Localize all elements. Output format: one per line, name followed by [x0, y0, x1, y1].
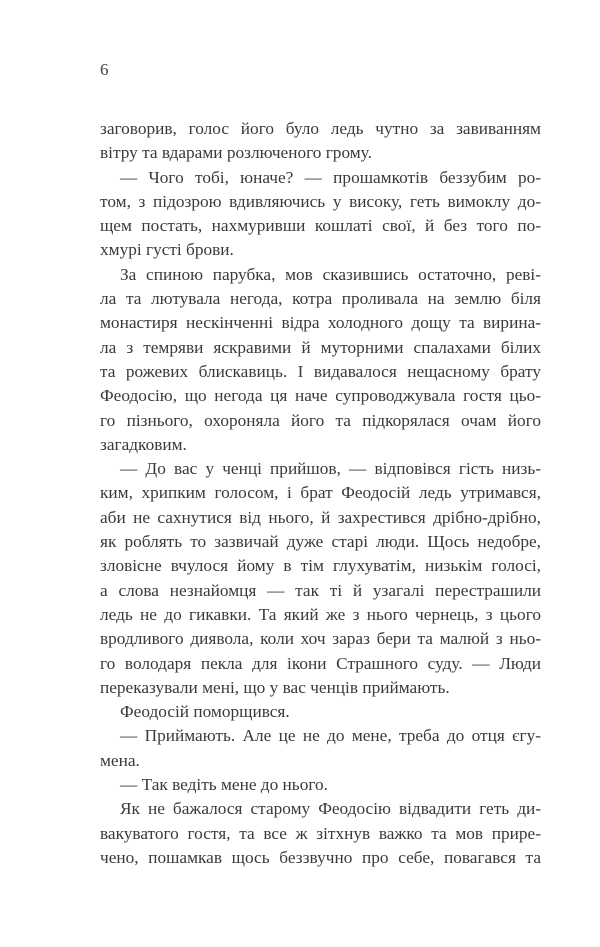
text-line: го володаря пекла для ікони Страшного суду. — Люди: [100, 653, 541, 673]
text-line: чено, пошамкав щось беззвучно про себе, повагався та: [100, 847, 541, 867]
body-text: [100, 117, 541, 870]
text-line: загадковим.: [100, 434, 187, 454]
text-line: ла з темряви яскравими й муторними спалахами білих: [100, 337, 541, 357]
text-line: вакуватого гостя, та все ж зітхнув важко та мов прире-: [100, 823, 541, 843]
text-line: а слова незнайомця — так ті й узагалі перестрашили: [100, 580, 541, 600]
text-line: та рожевих блискавиць. І видавалося нещасному брату: [100, 361, 541, 381]
text-line: — Чого тобі, юначе? — прошамкотів беззубим ро-: [120, 167, 541, 187]
text-line: монастиря нескінченні відра холодного дощу та вирина-: [100, 313, 541, 333]
text-line: заговорив, голос його було ледь чутно за завиванням: [100, 119, 541, 138]
text-line: переказували мені, що у вас ченців приймають.: [100, 677, 450, 697]
text-line: вродливого диявола, коли хоч зараз бери та малюй з ньо-: [100, 629, 541, 649]
text-line: За спиною парубка, мов сказившись остаточно, реві-: [120, 264, 541, 284]
text-line: ледь не до гикавки. Та який же з нього чернець, з цього: [100, 604, 541, 624]
text-line: том, з підозрою вдивляючись у високу, геть вимоклу до-: [100, 191, 541, 211]
text-line: як роблять то зазвичай дуже старі люди. Щось недобре,: [100, 532, 541, 552]
text-line: мена.: [100, 750, 140, 770]
text-line: ким, хрипким голосом, і брат Феодосій ледь утримався,: [100, 483, 541, 503]
text-line: Феодосію, що негода ця наче супроводжувала гостя цьо-: [100, 386, 541, 406]
text-line: ла та лютувала негода, котра проливала на землю біля: [100, 289, 541, 309]
text-line: — Так ведіть мене до нього.: [120, 775, 328, 795]
text-line: Як не бажалося старому Феодосію відвадити геть ди-: [120, 799, 541, 819]
text-line: щем постать, нахмуривши кошлаті свої, й без того по-: [100, 216, 541, 236]
text-line: вітру та вдарами розлюченого грому.: [100, 143, 372, 163]
text-line: — Приймають. Але це не до мене, треба до отця єгу-: [120, 726, 541, 746]
text-line: зловісне вчулося йому в тім глухуватім, низькім голосі,: [100, 556, 541, 576]
text-line: Феодосій поморщився.: [120, 702, 290, 722]
text-line: го пізнього, охороняла його та підкорялася очам його: [100, 410, 541, 430]
page-number: 6: [100, 60, 109, 79]
text-line: — До вас у ченці прийшов, — відповівся гість низь-: [120, 459, 541, 479]
text-line: хмурі густі брови.: [100, 240, 234, 260]
text-line: аби не сахнутися від нього, й захрестився дрібно-дрібно,: [100, 507, 541, 527]
